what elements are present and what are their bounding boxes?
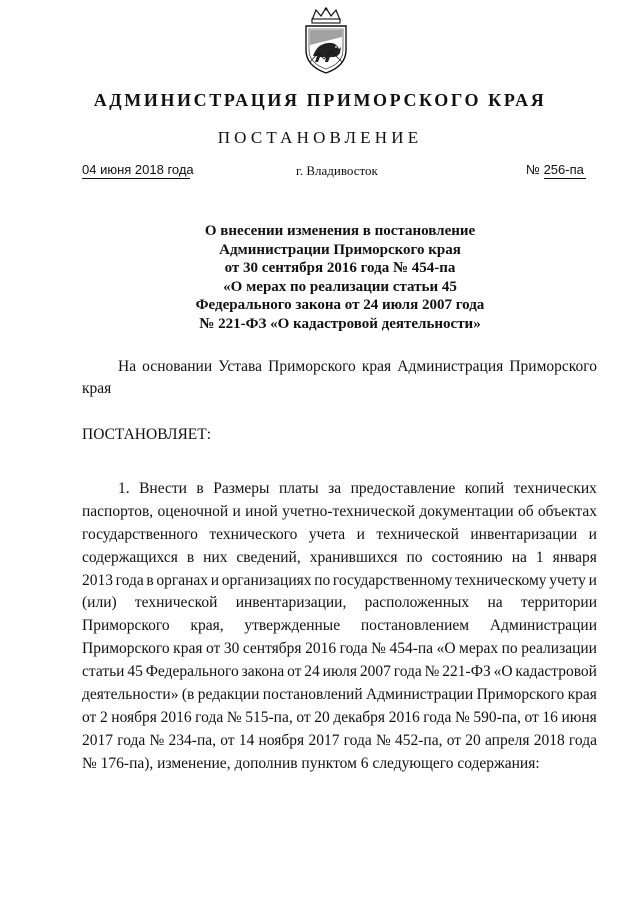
word: 16 [542,708,558,726]
word: 2018 [533,731,565,749]
word: края [567,686,597,704]
word: 221-ФЗ [442,663,491,681]
date-underline [82,178,190,179]
paragraph-line [82,524,597,547]
paragraph-line [82,661,597,684]
word: объектах [537,502,597,520]
word: Администрации [366,686,474,704]
word: организациях [221,571,312,589]
word: № [149,731,165,749]
word: на [511,548,527,566]
word: Приморского [82,640,170,658]
word: об [517,502,534,520]
word: 590-па, [473,708,521,726]
word: статьи [82,663,125,681]
word: 20 [314,708,330,726]
paragraph-line [82,501,597,524]
word: по [501,640,518,658]
word: 2007 [359,663,391,681]
word: 515-па, [245,708,293,726]
word: территории [520,594,597,612]
document-number [526,162,584,177]
word: от [205,640,221,658]
word: июня [561,708,597,726]
word: № [424,663,440,681]
word: края [173,640,203,658]
paragraph-line [82,684,597,707]
word: платы [278,480,319,497]
word: сведений, [236,548,301,566]
word: технических [513,480,597,497]
word: от [82,708,97,726]
paragraph-line [82,730,597,753]
word: иной [245,502,278,520]
word: ноября [258,731,305,749]
word: учету [549,571,586,589]
word: года [115,571,144,589]
word: учетно-технической [282,502,416,520]
word: техническому [455,571,547,589]
word: паспортов, [82,502,154,520]
word: 1. [118,480,130,497]
word: утвержденные [244,617,341,635]
document-date: 04 июня 2018 года [82,162,194,177]
word: содержащихся [82,548,178,566]
word: и [232,502,241,520]
title-line: О внесении изменения в постановление [204,223,476,239]
word: постановлений [262,686,363,704]
word: учета [308,525,346,543]
word: технического [209,525,298,543]
word: деятельности» [82,686,179,704]
word: года [393,663,422,681]
word: мерах [459,640,499,658]
word: инвентаризации, [235,594,347,612]
title-line: от 30 сентября 2016 года № 454-па [224,260,456,276]
word: и [588,571,597,589]
coat-of-arms-icon [298,6,354,76]
word: по [314,571,331,589]
word: Федерального [145,663,239,681]
word: и [356,525,365,543]
word: от [220,731,235,749]
word: за [328,480,342,497]
word: апреля [484,731,530,749]
word: от [296,708,311,726]
title-line: «О мерах по реализации статьи 45 [223,278,457,295]
word: от [287,663,302,681]
document-title [0,222,640,333]
document-type: ПОСТАНОВЛЕНИЕ [217,128,423,147]
title-line: Федерального закона от 24 июля 2007 года [195,297,485,313]
word: (или) [82,594,117,612]
title-line: № 221-ФЗ «О кадастровой деятельности» [199,315,481,332]
word: от [446,731,462,749]
word: органах [156,571,209,589]
word: Размеры [213,480,270,497]
number-prefix: № [526,162,540,177]
word: на [487,594,503,612]
word: по [406,548,423,566]
basis-paragraph: На основании Устава Приморского края Администрация Приморского края [82,358,597,397]
word: года [423,708,452,726]
organization-name: АДМИНИСТРАЦИЯ ПРИМОРСКОГО КРАЯ [93,90,547,110]
word: состоянию [431,548,503,566]
paragraph-line [82,478,597,501]
word: копий [464,480,505,497]
word: Приморского [476,686,565,704]
word: года [568,731,597,749]
word: (в [181,686,195,704]
word: Внести [139,480,187,497]
word: июля [322,663,358,681]
word: в [146,571,154,589]
word: «О [493,663,513,681]
paragraph-line [82,547,597,570]
paragraph-line [82,638,597,661]
word: расположенных [364,594,470,612]
word: № [226,708,242,726]
word: декабря [333,708,386,726]
word: 234-па, [168,731,217,749]
title-line: Администрации Приморского края [219,241,461,258]
word: 2013 [82,571,113,589]
word: января [552,548,597,566]
word: ноября [111,708,157,726]
word: Администрации [489,617,597,635]
word: государственному [332,571,453,589]
word: года [339,640,368,658]
word: кадастровой [515,663,597,681]
word: 2017 [82,731,113,749]
document-city: г. Владивосток [296,163,378,178]
number-underline [544,178,586,179]
word: и [588,525,597,543]
word: сентября [242,640,302,658]
paragraph-line: № 176-па), изменение, дополнив пунктом 6 следующего содержания: [82,754,540,772]
paragraph-1 [82,478,597,776]
word: 452-па, [394,731,443,749]
word: 1 [535,548,544,566]
word: 454-па [389,640,434,658]
word: года [195,708,224,726]
paragraph-line [82,592,597,615]
word: документации [419,502,514,520]
word: 24 [304,663,320,681]
word: 14 [238,731,255,749]
word: и [210,571,220,589]
word: года [117,731,146,749]
word: государственного [82,525,198,543]
word: «О [436,640,456,658]
word: края, [190,617,224,635]
word: инвентаризации [470,525,578,543]
paragraph-line [82,707,597,730]
word: 2016 [305,640,337,658]
word: 20 [465,731,481,749]
word: реализации [521,640,597,658]
word: года [343,731,372,749]
word: постановлением [360,617,470,635]
word: 2016 [388,708,420,726]
number-value: 256-па [543,162,584,177]
word: оценочной [157,502,229,520]
word: 45 [127,663,143,681]
word: в [186,548,195,566]
word: Приморского [82,617,170,635]
word: них [203,548,228,566]
word: от [524,708,539,726]
decree-word: ПОСТАНОВЛЯЕТ: [82,426,212,443]
word: № [375,731,391,749]
word: в [196,480,204,497]
word: 2017 [308,731,340,749]
paragraph-line [82,570,597,593]
word: № [371,640,386,658]
word: редакции [197,686,260,704]
word: 2 [99,708,108,726]
word: 2016 [160,708,192,726]
word: технической [134,594,218,612]
word: 30 [223,640,240,658]
word: № [454,708,470,726]
word: технической [376,525,459,543]
word: предоставление [350,480,456,497]
word: закона [241,663,285,681]
word: хранившихся [309,548,398,566]
paragraph-line [82,615,597,638]
